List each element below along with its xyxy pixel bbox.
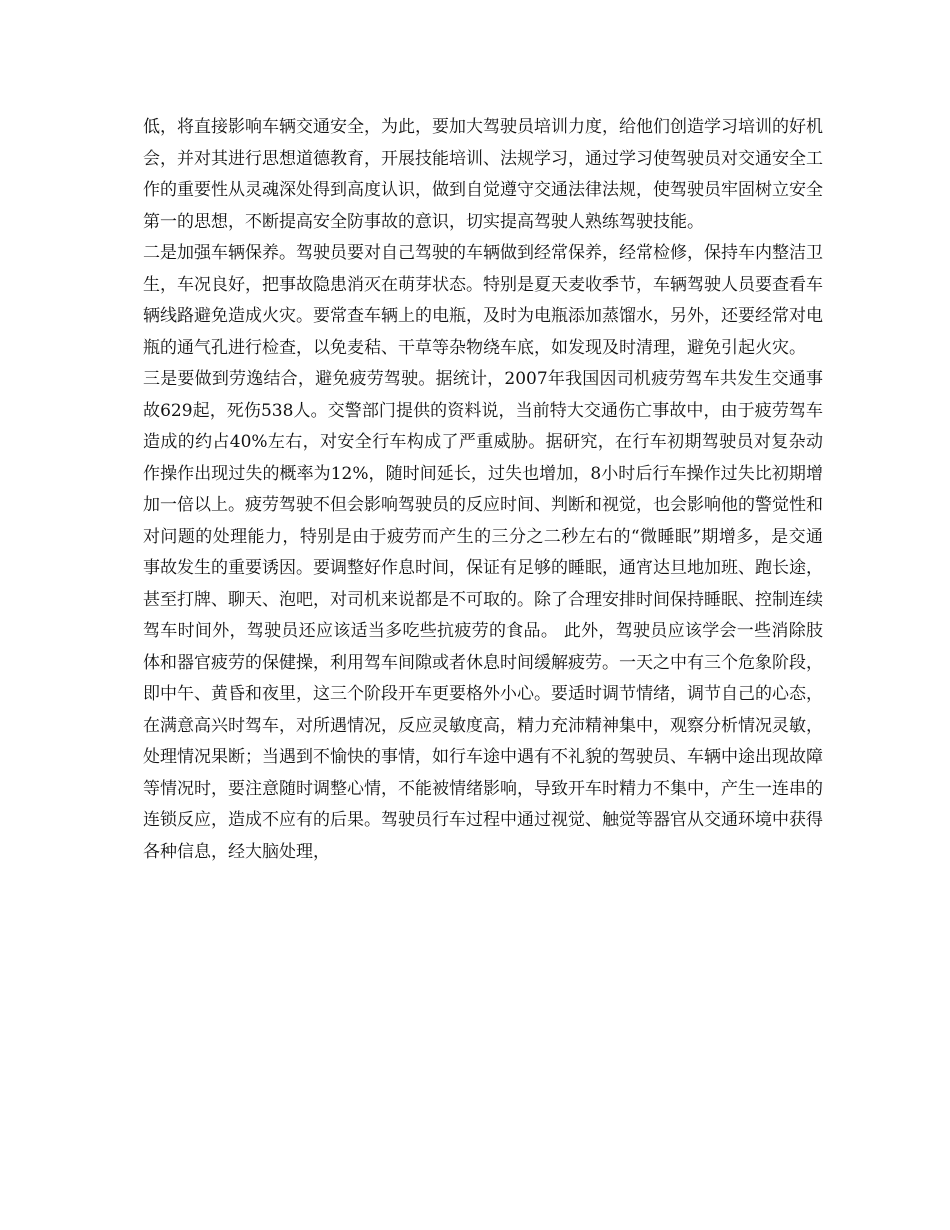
document-body [143,112,823,868]
paragraph-avoid-fatigue-driving: 三是要做到劳逸结合，避免疲劳驾驶。据统计，2007年我国因司机疲劳驾车共发生交通事故629起，死伤538人。交警部门提供的资料说，当前特大交通伤亡事故中，由于疲劳驾车造成的约占40%左右，对安全行车构成了严重威胁。据研究，在行车初期驾驶员对复杂动作操作出现过失的概率为12%，随时间延长，过失也增加，8小时后行车操作过失比初期增加一倍以上。疲劳驾驶不但会影响驾驶员的反应时间、判断和视觉，也会影响他的警觉性和对问题的处理能力，特别是由于疲劳而产生的三分之二秒左右的“微睡眠”期增多，是交通事故发生的重要诱因。要调整好作息时间，保证有足够的睡眠，通宵达旦地加班、跑长途，甚至打牌、聊天、泡吧，对司机来说都是不可取的。除了合理安排时间保持睡眠、控制连续驾车时间外，驾驶员还应该适当多吃些抗疲劳的食品。 此外，驾驶员应该学会一些消除肢体和器官疲劳的保健操，利用驾车间隙或者休息时间缓解疲劳。一天之中有三个危象阶段，即中午、黄昏和夜里，这三个阶段开车更要格外小心。要适时调节情绪，调节自己的心态，在满意高兴时驾车，对所遇情况，反应灵敏度高，精力充沛精神集中，观察分析情况灵敏，处理情况果断；当遇到不愉快的事情，如行车途中遇有不礼貌的驾驶员、车辆中途出现故障等情况时，要注意随时调整心情，不能被情绪影响，导致开车时精力不集中，产生一连串的连锁反应，造成不应有的后果。驾驶员行车过程中通过视觉、触觉等器官从交通环境中获得各种信息，经大脑处理， [143,369,823,862]
paragraph-vehicle-maintenance: 二是加强车辆保养。驾驶员要对自己驾驶的车辆做到经常保养，经常检修，保持车内整洁卫生，车况良好，把事故隐患消灭在萌芽状态。特别是夏天麦收季节，车辆驾驶人员要查看车辆线路避免造成火灾。要常查车辆上的电瓶，及时为电瓶添加蒸馏水，另外，还要经常对电瓶的通气孔进行检查，以免麦秸、干草等杂物绕车底，如发现及时清理，避免引起火灾。 [143,243,823,358]
paragraph-continuation: 低，将直接影响车辆交通安全，为此，要加大驾驶员培训力度，给他们创造学习培训的好机会，并对其进行思想道德教育，开展技能培训、法规学习，通过学习使驾驶员对交通安全工作的重要性从灵魂深处得到高度认识，做到自觉遵守交通法律法规，使驾驶员牢固树立安全第一的思想，不断提高安全防事故的意识，切实提高驾驶人熟练驾驶技能。 [143,117,823,232]
